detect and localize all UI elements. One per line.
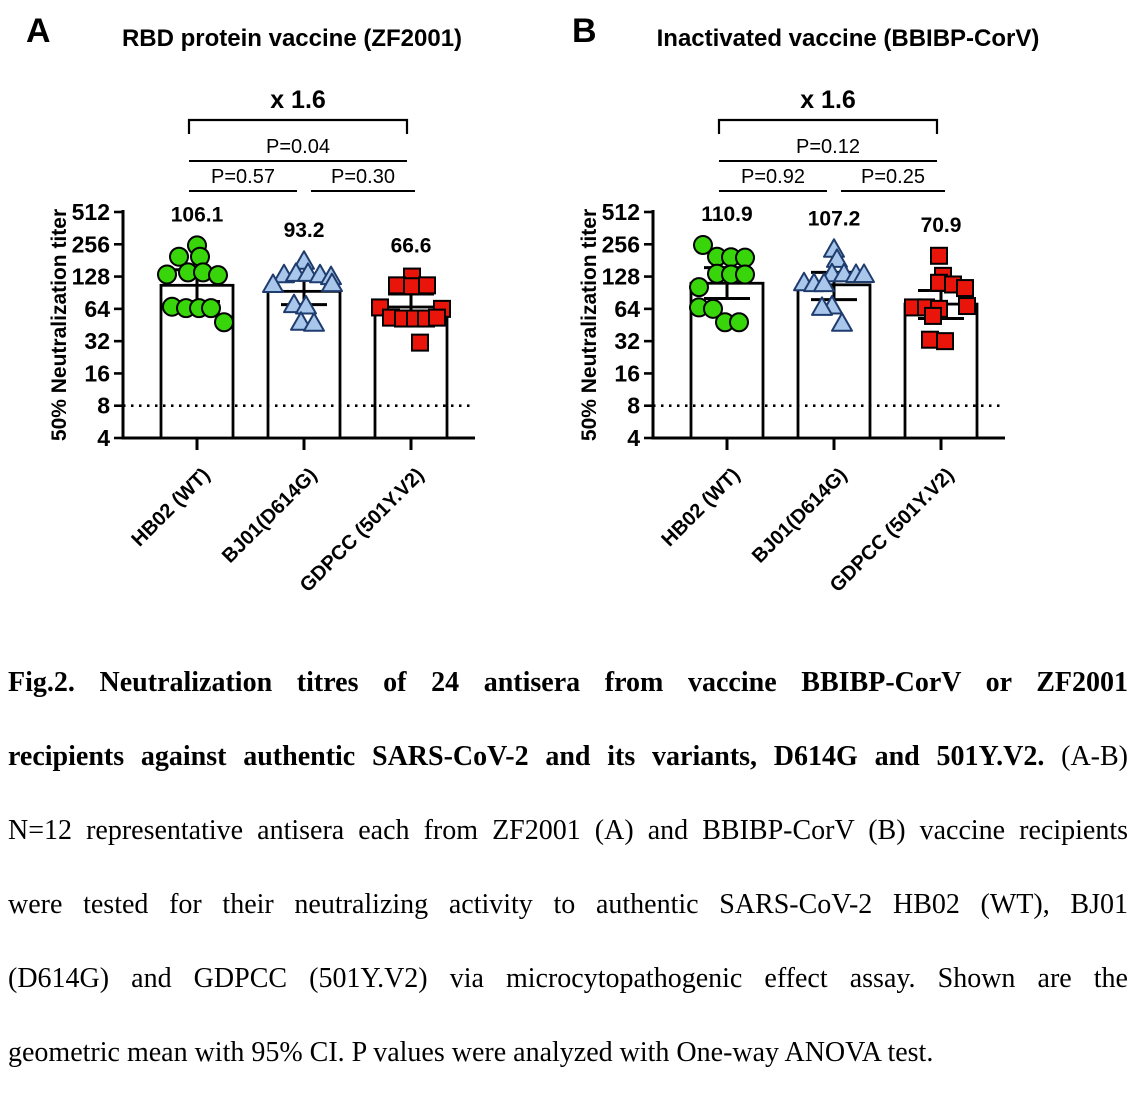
p-value-label: P=0.30: [331, 166, 395, 188]
figure-caption: [0, 646, 1136, 1090]
data-point-square: [925, 308, 941, 324]
p-value-label: P=0.12: [796, 136, 860, 158]
y-tick-label: 64: [84, 295, 110, 322]
data-point-square: [412, 335, 428, 351]
panel-letter: B: [572, 12, 597, 50]
y-tick-label: 256: [71, 231, 110, 258]
group-mean-label: 106.1: [170, 203, 224, 227]
data-point-circle: [736, 265, 754, 283]
y-tick-label: 8: [97, 392, 110, 419]
panel-letter: A: [26, 12, 51, 50]
y-tick-label: 4: [97, 425, 110, 451]
group-mean-label: 66.6: [390, 234, 432, 258]
group-mean-label: 110.9: [701, 203, 753, 227]
data-point-square: [959, 298, 975, 314]
data-point-square: [957, 280, 973, 296]
data-point-square: [404, 278, 420, 294]
panel-title: Inactivated vaccine (BBIBP-CorV): [656, 25, 1040, 52]
p-value-label: P=0.25: [861, 166, 925, 188]
caption-line-2: [8, 720, 1128, 794]
p-value-label: P=0.92: [741, 166, 805, 188]
y-tick-label: 8: [627, 392, 640, 419]
caption-text-bold: Fig.2. Neutralization titres of 24 antisera from vaccine BBIBP-CorV or ZF2001: [8, 667, 1128, 698]
caption-text-bold: recipients against authentic SARS-CoV-2 and its variants, D614G and 501Y.V2.: [8, 741, 1045, 772]
data-point-circle: [736, 249, 754, 267]
caption-text: geometric mean with 95% CI. P values were analyzed with One-way ANOVA test.: [8, 1037, 934, 1068]
data-point-square: [389, 277, 405, 293]
y-tick-label: 256: [601, 231, 640, 258]
caption-text: (D614G) and GDPCC (501Y.V2) via microcytopathogenic effect assay. Shown are the: [8, 963, 1128, 994]
data-point-circle: [215, 313, 233, 331]
panel-a-svg: [0, 0, 568, 648]
y-tick-label: 128: [601, 263, 640, 290]
fold-change-bracket: [719, 120, 937, 134]
group-mean-label: 107.2: [807, 207, 861, 231]
caption-line-3: [8, 794, 1128, 868]
y-tick-label: 16: [84, 360, 110, 387]
panel-b-svg: [568, 0, 1136, 648]
y-tick-label: 4: [627, 425, 640, 451]
fold-change-bracket: [189, 120, 407, 134]
panel-a-chart: [0, 0, 568, 648]
panel-b-chart: [568, 0, 1136, 648]
caption-line-4: [8, 868, 1128, 942]
panel-title: RBD protein vaccine (ZF2001): [121, 25, 463, 52]
x-tick-label: GDPCC (501Y.V2): [825, 463, 959, 597]
x-tick-label: BJ01(D614G): [217, 463, 322, 568]
data-point-circle: [202, 299, 220, 317]
p-value-label: P=0.04: [266, 136, 330, 158]
x-tick-label: GDPCC (501Y.V2): [295, 463, 429, 597]
caption-text: N=12 representative antisera each from ZF2001 (A) and BBIBP-CorV (B) vaccine recipients: [8, 815, 1128, 846]
y-tick-label: 64: [614, 295, 640, 322]
x-tick-label: HB02 (WT): [657, 463, 745, 552]
data-point-square: [937, 333, 953, 349]
group-mean-label: 70.9: [920, 213, 962, 237]
data-point-circle: [209, 266, 227, 284]
caption-line-5: [8, 942, 1128, 1016]
y-tick-label: 512: [601, 199, 640, 225]
data-point-circle: [158, 265, 176, 283]
group-mean-label: 93.2: [283, 219, 325, 243]
y-tick-label: 512: [71, 199, 110, 225]
fold-change-label: x 1.6: [270, 86, 326, 114]
data-point-square: [429, 310, 445, 326]
fold-change-label: x 1.6: [800, 86, 856, 114]
y-axis-label: 50% Neutralization titer: [48, 208, 71, 442]
x-tick-label: BJ01(D614G): [747, 463, 852, 568]
data-point-circle: [730, 313, 748, 331]
caption-text: (A-B): [1044, 741, 1128, 772]
y-axis-label: 50% Neutralization titer: [578, 208, 601, 442]
data-point-square: [931, 248, 947, 264]
data-point-circle: [690, 278, 708, 296]
data-point-square: [922, 332, 938, 348]
y-tick-label: 128: [71, 263, 110, 290]
caption-text: were tested for their neutralizing activity to authentic SARS-CoV-2 HB02 (WT), BJ01: [8, 889, 1128, 920]
y-tick-label: 32: [614, 328, 640, 355]
data-point-square: [419, 277, 435, 293]
y-tick-label: 32: [84, 328, 110, 355]
p-value-label: P=0.57: [211, 166, 275, 188]
caption-line-1: [8, 646, 1128, 720]
y-tick-label: 16: [614, 360, 640, 387]
x-tick-label: HB02 (WT): [127, 463, 215, 552]
caption-line-6: [8, 1016, 1128, 1090]
